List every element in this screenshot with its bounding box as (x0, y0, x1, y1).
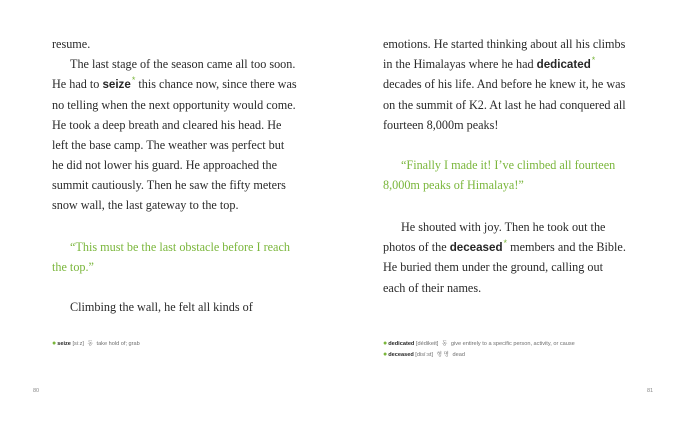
page-number: 81 (647, 388, 654, 394)
gloss-pronunciation: [siːz] (72, 341, 84, 347)
body-line: left the base camp. The weather was perfect but (52, 138, 285, 152)
gloss-pronunciation: [dédikeit] (415, 341, 439, 347)
asterisk-marker: * (503, 238, 508, 248)
gloss-bullet: ● (383, 340, 388, 347)
vocab-gloss-dedicated (383, 340, 575, 348)
quote-line: “This must be the last obstacle before I reach (70, 240, 290, 254)
body-line: summit cautiously. Then he saw the fifty meters (52, 178, 286, 192)
body-line: fourteen 8,000m peaks! (383, 118, 499, 132)
vocab-gloss-seize (52, 340, 140, 348)
body-line: no telling when the next opportunity would come. (52, 98, 296, 112)
quote-line: “Finally I made it! I’ve climbed all fourteen (401, 158, 616, 172)
body-line: each of their names. (383, 281, 482, 295)
asterisk-marker: * (591, 55, 596, 65)
body-line: resume. (52, 37, 91, 51)
gloss-word: seize (57, 341, 71, 347)
body-line-with-keyword (383, 57, 595, 72)
body-line: on the summit of K2. At last he had conquered all (383, 98, 626, 112)
asterisk-marker: * (131, 75, 136, 85)
quote-line: 8,000m peaks of Himalaya!” (383, 178, 524, 192)
text-fragment: this chance now, since there was (135, 77, 297, 91)
body-line: decades of his life. And before he knew it, he was (383, 77, 626, 91)
quote-line: the top.” (52, 260, 94, 274)
body-line: he did not lower his guard. He approached the (52, 158, 278, 172)
keyword-seize: seize (102, 78, 131, 91)
body-line: snow wall, the last gateway to the top. (52, 198, 239, 212)
body-line: Climbing the wall, he felt all kinds of (70, 300, 253, 314)
gloss-definition: give entirely to a specific person, activity, or cause (450, 341, 575, 347)
gloss-definition: take hold of; grab (96, 341, 140, 347)
text-fragment: in the Himalayas where he had (383, 57, 537, 71)
gloss-bullet: ● (52, 340, 57, 347)
page-number: 80 (33, 388, 40, 394)
right-page (350, 0, 700, 422)
gloss-pronunciation: [disíːst] (415, 352, 434, 358)
gloss-part-of-speech: 동 (87, 341, 93, 347)
gloss-definition: dead (452, 352, 465, 358)
body-line-with-keyword (52, 77, 297, 92)
body-line: The last stage of the season came all too soon. (70, 57, 296, 71)
body-line-with-keyword (383, 240, 626, 255)
gloss-bullet: ● (383, 351, 388, 358)
gloss-word: deceased (388, 352, 414, 358)
text-fragment: He had to (52, 77, 103, 91)
keyword-deceased: deceased (449, 241, 503, 254)
keyword-dedicated: dedicated (536, 58, 591, 71)
text-fragment: photos of the (383, 240, 450, 254)
body-line: He took a deep breath and cleared his head. He (52, 118, 282, 132)
gloss-part-of-speech: 동 (441, 341, 448, 347)
text-fragment: members and the Bible. (507, 240, 626, 254)
gloss-word: dedicated (388, 341, 415, 347)
gloss-part-of-speech: 형 명 (436, 352, 449, 358)
body-line: emotions. He started thinking about all his climbs (383, 37, 626, 51)
body-line: He buried them under the ground, calling out (383, 260, 603, 274)
vocab-gloss-deceased (383, 351, 465, 359)
body-line: He shouted with joy. Then he took out the (401, 220, 606, 234)
